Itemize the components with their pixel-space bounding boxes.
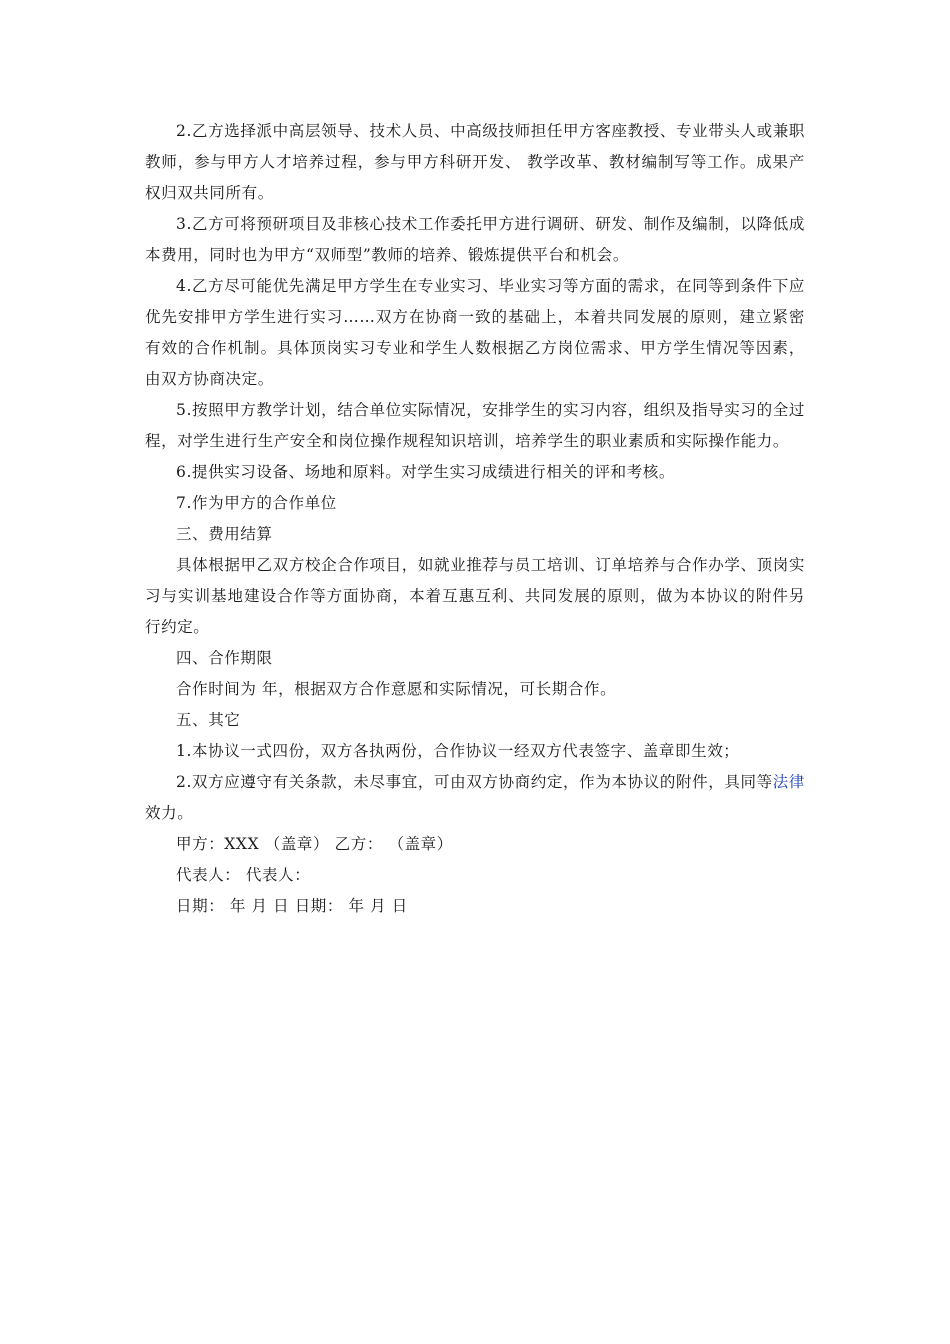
signature-party-line: 甲方：XXX （盖章） 乙方： （盖章） [176,835,453,853]
section-heading-other: 五、其它 [176,711,241,729]
clause-5: 5.按照甲方教学计划，结合单位实际情况，安排学生的实习内容，组织及指导实习的全过程，对学生进行生产安全和岗位操作规程知识培训，培养学生的职业素质和实际操作能力。 [145,401,805,450]
other-clause-1: 1.本协议一式四份，双方各执两份，合作协议一经双方代表签字、盖章即生效； [176,742,740,760]
other-clause-2-text: 2.双方应遵守有关条款，未尽事宜，可由双方协商约定，作为本协议的附件，具同等 [176,773,773,791]
clause-6: 6.提供实习设备、场地和原料。对学生实习成绩进行相关的评和考核。 [176,463,675,481]
signature-date-line: 日期： 年 月 日 日期： 年 月 日 [176,897,408,915]
law-link[interactable]: 法律 [772,773,805,791]
fees-paragraph: 具体根据甲乙双方校企合作项目，如就业推荐与员工培训、订单培养与合作办学、顶岗实习与实训基地建设合作等方面协商，本着互惠互利、共同发展的原则，做为本协议的附件另行约定。 [145,556,805,636]
other-clause-2 [145,767,805,829]
other-clause-2-tail: 效力。 [145,804,194,822]
clause-2: 2.乙方选择派中高层领导、技术人员、中高级技师担任甲方客座教授、专业带头人或兼职教师，参与甲方人才培养过程，参与甲方科研开发、 教学改革、教材编制写等工作。成果产权归双共同所有。 [145,122,805,202]
document-body [145,116,805,922]
section-heading-term: 四、合作期限 [176,649,273,667]
section-heading-fees: 三、费用结算 [176,525,273,543]
signature-representative-line: 代表人： 代表人： [176,866,311,884]
clause-4: 4.乙方尽可能优先满足甲方学生在专业实习、毕业实习等方面的需求，在同等到条件下应优先安排甲方学生进行实习……双方在协商一致的基础上，本着共同发展的原则，建立紧密有效的合作机制。具体顶岗实习专业和学生人数根据乙方岗位需求、甲方学生情况等因素，由双方协商决定。 [145,277,805,388]
term-paragraph: 合作时间为 年，根据双方合作意愿和实际情况，可长期合作。 [176,680,617,698]
clause-7: 7.作为甲方的合作单位 [176,494,337,512]
clause-3: 3.乙方可将预研项目及非核心技术工作委托甲方进行调研、研发、制作及编制，以降低成本费用，同时也为甲方“双师型”教师的培养、锻炼提供平台和机会。 [145,215,805,264]
